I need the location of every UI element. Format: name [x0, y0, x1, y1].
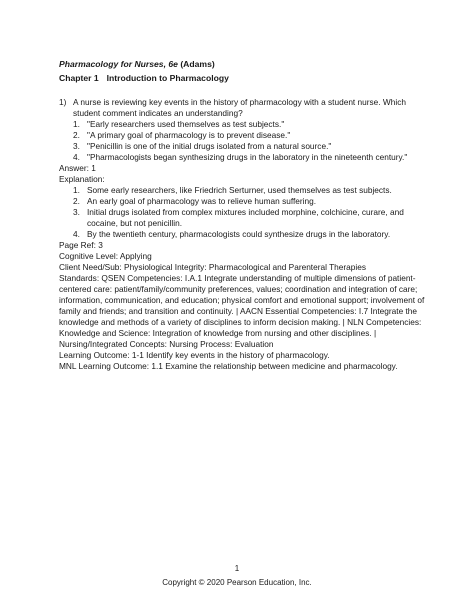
question-number: 1)	[59, 97, 67, 107]
option-item	[73, 130, 431, 141]
book-title-italic: Pharmacology for Nurses, 6e	[59, 59, 178, 69]
page-number: 1	[234, 564, 240, 573]
page-ref: Page Ref: 3	[59, 240, 103, 250]
explanation-item	[73, 229, 431, 240]
client-need: Client Need/Sub: Physiological Integrity: Pharmacological and Parenteral Therapies	[59, 262, 367, 272]
option-item	[73, 119, 431, 130]
explanation-list	[59, 185, 431, 240]
explanation-number: 3.	[73, 207, 80, 217]
explanation-number: 1.	[73, 185, 80, 195]
option-number: 2.	[73, 130, 80, 140]
explanation-text: By the twentieth century, pharmacologists could synthesize drugs in the laboratory.	[87, 229, 391, 239]
explanation-text: Initial drugs isolated from complex mixtures included morphine, colchicine, curare, and cocaine, but not penicillin.	[87, 207, 404, 228]
option-number: 3.	[73, 141, 80, 151]
option-text: "Pharmacologists began synthesizing drugs in the laboratory in the nineteenth century."	[87, 152, 408, 162]
option-number: 4.	[73, 152, 80, 162]
explanation-item	[73, 207, 431, 229]
explanation-number: 4.	[73, 229, 80, 239]
option-item	[73, 141, 431, 152]
explanation-item	[73, 196, 431, 207]
chapter-title: Introduction to Pharmacology	[106, 73, 229, 83]
explanation-number: 2.	[73, 196, 80, 206]
option-text: "A primary goal of pharmacology is to prevent disease."	[87, 130, 291, 140]
option-number: 1.	[73, 119, 80, 129]
cognitive-level: Cognitive Level: Applying	[59, 251, 152, 261]
answer-options	[59, 119, 431, 163]
book-title-author: (Adams)	[177, 59, 215, 69]
explanation-label: Explanation:	[59, 174, 105, 184]
standards: Standards: QSEN Competencies: I.A.1 Integrate understanding of multiple dimensions of patient-centered care: patient/family/community preferences, values; coordination and integration of care; information, communication, and education; physical comfort and emotional support; involvement of family and friends; and transition and continuity. | AACN Essential Competencies: I.7 Integrate the knowledge and methods of a variety of disciplines to inform decision making. | NLN Competencies: Knowledge and Science: Integration of knowledge from nursing and other disciplines. | Nursing/Integrated Concepts: Nursing Process: Evaluation	[59, 273, 425, 349]
book-title	[59, 58, 431, 70]
chapter-heading	[59, 72, 431, 84]
document-content	[59, 58, 431, 372]
explanation-item	[73, 185, 431, 196]
question-stem: A nurse is reviewing key events in the history of pharmacology with a student nurse. Which student comment indicates an understanding?	[73, 97, 406, 118]
explanation-text: Some early researchers, like Friedrich Serturner, used themselves as test subjects.	[87, 185, 392, 195]
question-stem-row	[59, 97, 431, 119]
option-item	[73, 152, 431, 163]
answer-line: Answer: 1	[59, 163, 96, 173]
copyright-notice: Copyright © 2020 Pearson Education, Inc.	[162, 578, 312, 587]
option-text: "Early researchers used themselves as test subjects."	[87, 119, 285, 129]
chapter-label: Chapter 1	[59, 73, 99, 83]
learning-outcome: Learning Outcome: 1-1 Identify key events in the history of pharmacology.	[59, 350, 330, 360]
explanation-text: An early goal of pharmacology was to relieve human suffering.	[87, 196, 317, 206]
mnl-learning-outcome: MNL Learning Outcome: 1.1 Examine the relationship between medicine and pharmacology.	[59, 361, 398, 371]
option-text: "Penicillin is one of the initial drugs isolated from a natural source."	[87, 141, 332, 151]
question-block	[59, 97, 431, 372]
